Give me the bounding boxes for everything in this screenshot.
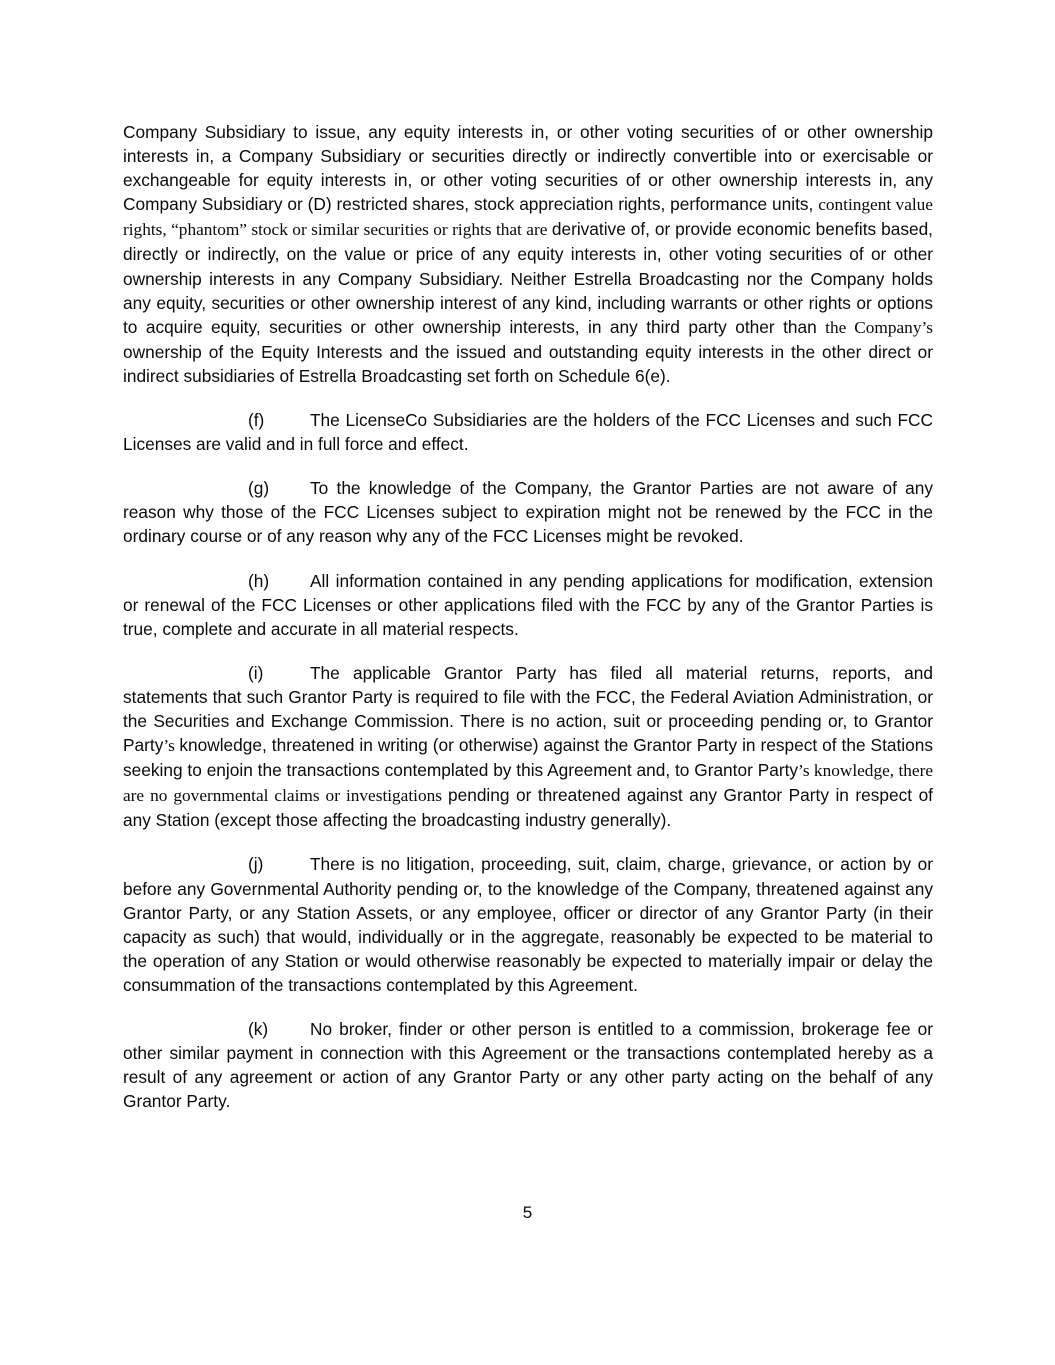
paragraph-label: (h) [248,570,270,591]
text-run-sans: No broker, finder or other person is entitled to a commission, brokerage fee or other similar payment in connection with this Agreement or the transactions contemplated hereby as a result of any agreement or action of any Grantor Party or any other party acting on the behalf of any Grantor Party. [123,1019,933,1112]
paragraph-label: (g) [248,478,270,499]
paragraph [123,1017,933,1113]
paragraph [123,569,933,641]
text-run-sans: Company Subsidiary to issue, any equity interests in, or other voting securities of or other ownership interests in, a Company Subsidiary or securities directly or indirectly convertible into or exercisable or exchangeable for equity interests in, or other voting securities of or other ownership interests in, any Company Subsidiary or (D) restricted shares, stock appreciation rights, performance units, [123,122,933,215]
paragraph [123,120,933,388]
text-run-sans: ownership of the Equity Interests and the issued and outstanding equity interests in the other direct or indirect subsidiaries of Estrella Broadcasting set forth on Schedule 6(e). [123,341,933,386]
paragraph [123,408,933,456]
paragraph [123,852,933,997]
paragraph-label: (j) [248,854,264,875]
text-run-sans: pending or threatened against any Grantor Party in respect of any Station (except those affecting the broadcasting industry generally). [123,785,933,831]
paragraph [123,476,933,548]
text-run-sans: To the knowledge of the Company, the Grantor Parties are not aware of any reason why those of the FCC Licenses subject to expiration might not be renewed by the FCC in the ordinary course or of any reason why any of the FCC Licenses might be revoked. [123,478,933,547]
document-body [123,120,933,1113]
paragraph-label: (i) [248,662,264,683]
text-run-serif: contingent value rights, “phantom” stock or similar securities or rights that are [123,195,933,240]
text-run-serif: ’s knowledge, there are no governmental claims or investigations [123,761,933,806]
paragraph-label: (k) [248,1019,269,1039]
text-run-sans: There is no litigation, proceeding, suit, claim, charge, grievance, or action by or before any Governmental Authority pending or, to the knowledge of the Company, threatened against any Grantor Party, or any Station Assets, or any employee, officer or director of any Grantor Party (in their capacity as such) that would, individually or in the aggregate, reasonably be expected to be material to the operation of any Station or would otherwise reasonably be expected to materially impair or delay the consummation of the transactions contemplated by this Agreement. [123,854,933,995]
text-run-sans: The LicenseCo Subsidiaries are the holders of the FCC Licenses and such FCC Licenses are valid and in full force and effect. [123,410,933,455]
paragraph [123,661,933,833]
text-run-serif: the Company’s [825,317,933,337]
page-number: 5 [522,1203,533,1222]
text-run-serif: ’s [163,736,180,756]
text-run-sans: derivative of, or provide economic benefits based, directly or indirectly, on the value or price of any equity interests in, other voting securities of or other ownership interests in any Company Subsidiary. Neither Estrella Broadcasting nor the Company holds any equity, securities or other ownership interest of any kind, including warrants or other rights or options to acquire equity, securities or other ownership interests, in any third party other than [123,219,933,337]
text-run-sans: All information contained in any pending applications for modification, extension or renewal of the FCC Licenses or other applications filed with the FCC by any of the Grantor Parties is true, complete and accurate in all material respects. [123,570,933,639]
text-run-sans: knowledge, threatened in writing (or otherwise) against the Grantor Party in respect of the Stations seeking to enjoin the transactions contemplated by this Agreement and, to Grantor Party [123,735,933,781]
text-run-sans: The applicable Grantor Party has filed all material returns, reports, and statements that such Grantor Party is required to file with the FCC, the Federal Aviation Administration, or the Securities and Exchange Commission. There is no action, suit or proceeding pending or, to Grantor Party [123,662,933,756]
paragraph-label: (f) [248,410,265,431]
